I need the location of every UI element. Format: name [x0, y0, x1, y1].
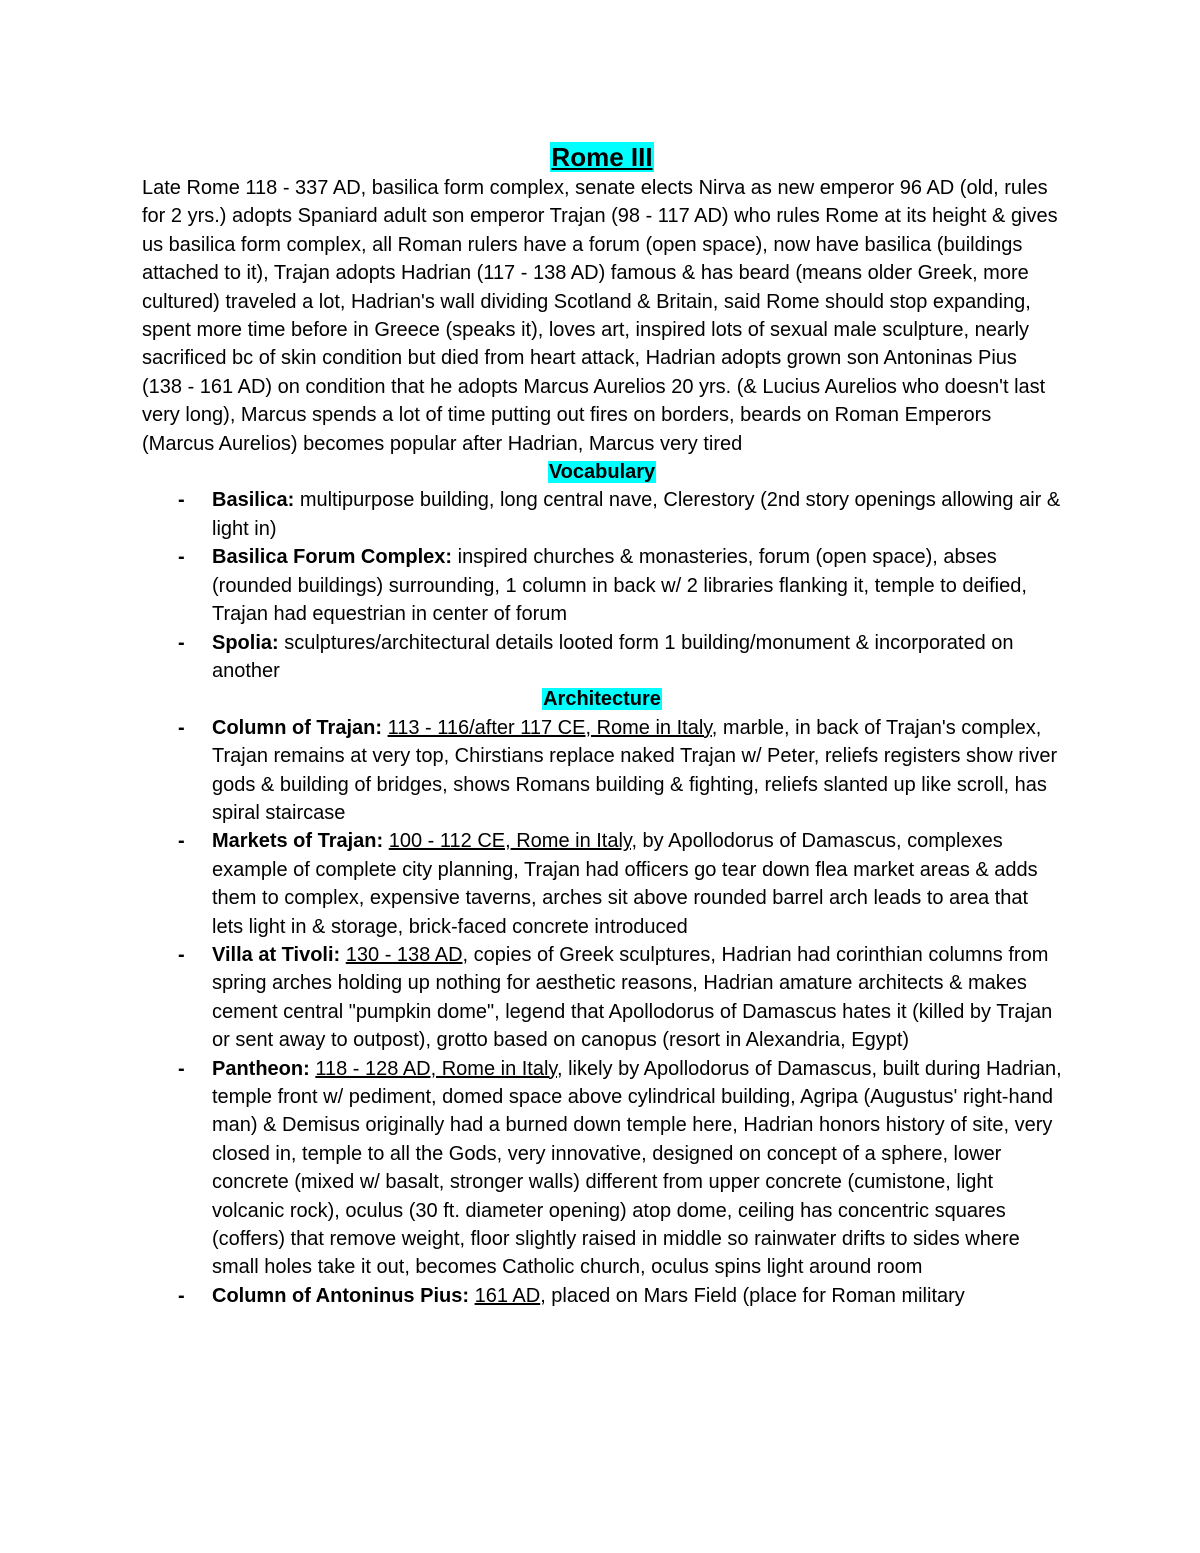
work-title: Column of Trajan:	[212, 716, 382, 739]
architecture-list	[142, 714, 1062, 1311]
architecture-heading-text: Architecture	[543, 688, 661, 711]
page-title-text: Rome III	[551, 142, 653, 172]
vocabulary-list	[142, 486, 1062, 685]
work-description: , placed on Mars Field (place for Roman military	[540, 1284, 965, 1307]
intro-paragraph: Late Rome 118 - 337 AD, basilica form complex, senate elects Nirva as new emperor 96 AD (old, rules for 2 yrs.) adopts Spaniard adult son emperor Trajan (98 - 117 AD) who rules Rome at its height & gives us basilica form complex, all Roman rulers have a forum (open space), now have basilica (buildings attached to it), Trajan adopts Hadrian (117 - 138 AD) famous & has beard (means older Greek, more cultured) traveled a lot, Hadrian's wall dividing Scotland & Britain, said Rome should stop expanding, spent more time before in Greece (speaks it), loves art, inspired lots of sexual male sculpture, nearly sacrificed bc of skin condition but died from heart attack, Hadrian adopts grown son Antoninas Pius (138 - 161 AD) on condition that he adopts Marcus Aurelios 20 yrs. (& Lucius Aurelios who doesn't last very long), Marcus spends a lot of time putting out fires on borders, beards on Roman Emperors (Marcus Aurelios) becomes popular after Hadrian, Marcus very tired	[142, 177, 1058, 455]
bullet-dash: -	[178, 716, 185, 739]
vocab-term: Spolia:	[212, 631, 279, 654]
list-item	[142, 543, 1062, 628]
work-description: by Apollodorus of Damascus, complexes example of complete city planning, Trajan had officers go tear down flea market areas & adds them to complex, expensive taverns, arches sit above rounded barrel arch leads to area that lets light in & storage, brick-faced concrete introduced	[212, 830, 1038, 938]
work-title: Villa at Tivoli:	[212, 943, 341, 966]
bullet-dash: -	[178, 546, 185, 569]
work-description: copies of Greek sculptures, Hadrian had corinthian columns from spring arches holding up nothing for aesthetic reasons, Hadrian amature architects & makes cement central "pumpkin dome", legend that Apollodorus of Damascus hates it (killed by Trajan or sent away to outpost), grotto based on canopus (resort in Alexandria, Egypt)	[212, 943, 1053, 1052]
vocab-definition: inspired churches & monasteries, forum (open space), abses (rounded buildings) surrounding, 1 column in back w/ 2 libraries flanking it, temple to deified, Trajan had equestrian in center of forum	[212, 546, 1027, 626]
work-description: marble, in back of Trajan's complex, Trajan remains at very top, Chirstians replace naked Trajan w/ Peter, reliefs registers show river gods & building of bridges, shows Romans building & fighting, reliefs slanted up like scroll, has spiral staircase	[212, 716, 1058, 824]
work-description: likely by Apollodorus of Damascus, built during Hadrian, temple front w/ pediment, domed space above cylindrical building, Agripa (Augustus' right-hand man) & Demisus originally had a burned down temple here, Hadrian honors history of site, very closed in, temple to all the Gods, very innovative, designed on concept of a sphere, lower concrete (mixed w/ basalt, stronger walls) different from upper concrete (cumistone, light volcanic rock), oculus (30 ft. diameter opening) atop dome, ceiling has concentric squares (coffers) that remove weight, floor slightly raised in middle so rainwater drifts to sides where small holes take it out, becomes Catholic church, oculus spins light around room	[212, 1057, 1062, 1279]
work-date-location: 100 - 112 CE, Rome in Italy,	[388, 830, 637, 853]
list-item	[142, 486, 1062, 543]
bullet-dash: -	[178, 1057, 185, 1080]
architecture-heading	[142, 685, 1062, 713]
bullet-dash: -	[178, 830, 185, 853]
work-date-location: 113 - 116/after 117 CE, Rome in Italy,	[387, 716, 718, 739]
work-date-location: 161 AD	[474, 1284, 541, 1307]
work-title: Pantheon:	[212, 1057, 310, 1080]
bullet-dash: -	[178, 1284, 185, 1307]
document-page	[142, 140, 1062, 1310]
vocab-definition: multipurpose building, long central nave, Clerestory (2nd story openings allowing air & light in)	[212, 489, 1061, 540]
list-item	[142, 1282, 1062, 1310]
vocab-definition: sculptures/architectural details looted form 1 building/monument & incorporated on another	[212, 631, 1014, 682]
vocabulary-heading	[142, 458, 1062, 486]
list-item	[142, 827, 1062, 941]
work-date-location: 130 - 138 AD,	[345, 943, 469, 966]
list-item	[142, 941, 1062, 1055]
bullet-dash: -	[178, 489, 185, 512]
list-item	[142, 1055, 1062, 1282]
bullet-dash: -	[178, 631, 185, 654]
vocab-term: Basilica Forum Complex:	[212, 546, 453, 569]
page-title	[142, 140, 1062, 174]
work-title: Column of Antoninus Pius:	[212, 1284, 470, 1307]
vocab-term: Basilica:	[212, 489, 295, 512]
vocabulary-heading-text: Vocabulary	[548, 461, 656, 484]
list-item	[142, 629, 1062, 686]
list-item	[142, 714, 1062, 828]
work-date-location: 118 - 128 AD, Rome in Italy,	[315, 1057, 563, 1080]
work-title: Markets of Trajan:	[212, 830, 384, 853]
bullet-dash: -	[178, 943, 185, 966]
